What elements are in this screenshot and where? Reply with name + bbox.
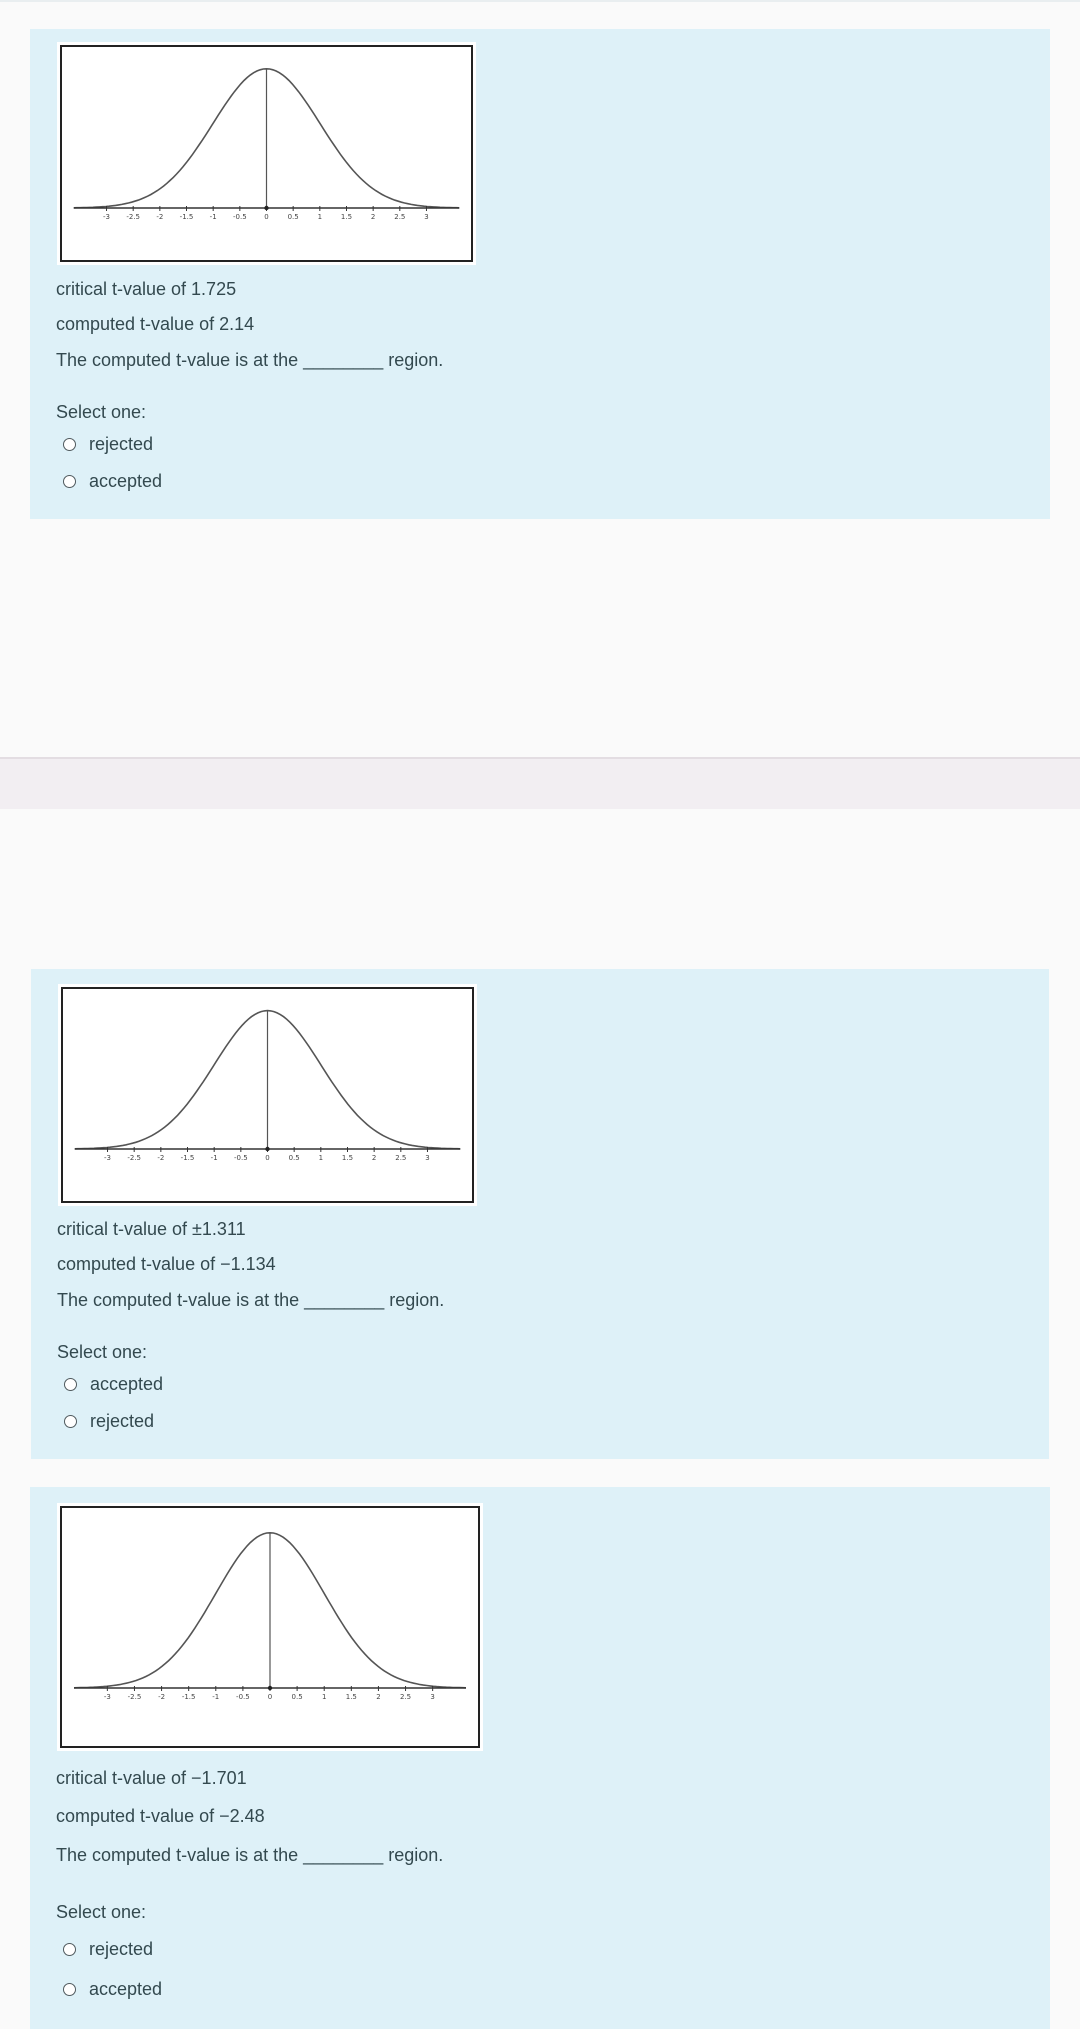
mean-point: [264, 206, 268, 210]
tick-label: -2: [157, 1154, 165, 1162]
mean-point: [268, 1686, 272, 1690]
t-distribution-image: [57, 1503, 483, 1751]
tick-label: 0: [265, 1154, 270, 1162]
tick-label: -1: [209, 213, 217, 221]
tick-label: 2.5: [399, 1693, 412, 1701]
tick-label: 1: [318, 1154, 324, 1162]
select-one-label: Select one:: [56, 402, 147, 422]
tick-label: -1.5: [179, 213, 194, 221]
tick-label: -3: [104, 1154, 112, 1162]
tick-label: 1.5: [345, 1693, 357, 1701]
option-rejected[interactable]: [63, 431, 153, 457]
tick-label: -1: [212, 1693, 220, 1701]
option-label: rejected: [89, 434, 154, 454]
tick-label: 0: [264, 213, 269, 221]
critical-value-text: critical t-value of 1.725: [56, 279, 237, 299]
tick-label: 2.5: [395, 1154, 407, 1162]
question-card-3: [30, 1487, 1050, 2029]
tick-label: -2: [156, 213, 164, 221]
computed-value-text: computed t-value of −1.134: [57, 1254, 276, 1274]
tick-label: 2: [370, 213, 376, 221]
t-distribution-image: [57, 42, 476, 265]
option-rejected[interactable]: [63, 1936, 153, 1962]
option-accepted[interactable]: [63, 468, 162, 494]
tick-label: -1.5: [180, 1154, 195, 1162]
computed-value-text: computed t-value of 2.14: [56, 314, 255, 334]
top-divider: [0, 0, 1080, 2]
tick-label: -2.5: [127, 1693, 142, 1701]
tick-label: -2.5: [127, 1154, 142, 1162]
question-prompt: The computed t-value is at the ________ region.: [56, 1845, 444, 1865]
radio-button[interactable]: [64, 1378, 77, 1391]
tick-label: 0: [267, 1693, 273, 1701]
tick-label: 0.5: [288, 1154, 300, 1162]
option-label: accepted: [89, 471, 163, 491]
question-card-2: [31, 969, 1049, 1459]
tick-label: 0.5: [287, 213, 299, 221]
tick-label: -2.5: [126, 213, 141, 221]
mean-point: [265, 1147, 269, 1151]
tick-label: 0.5: [291, 1693, 303, 1701]
question-prompt: The computed t-value is at the ________ region.: [56, 350, 444, 370]
tick-label: -0.5: [234, 1154, 248, 1162]
tick-label: -3: [103, 213, 111, 221]
select-one-label: Select one:: [57, 1342, 148, 1362]
tick-label: -3: [103, 1693, 111, 1701]
option-accepted[interactable]: [63, 1976, 162, 2002]
option-label: accepted: [90, 1374, 164, 1394]
question-card-1: [30, 29, 1050, 519]
tick-label: 2: [371, 1154, 377, 1162]
radio-button[interactable]: [63, 438, 76, 451]
option-label: rejected: [90, 1411, 155, 1431]
tick-label: -1: [210, 1154, 218, 1162]
option-label: accepted: [89, 1979, 163, 1999]
tick-label: 2.5: [394, 213, 406, 221]
tick-label: -2: [158, 1693, 166, 1701]
option-label: rejected: [89, 1939, 154, 1959]
tick-label: 1.5: [340, 213, 353, 221]
tick-label: -0.5: [233, 213, 247, 221]
tick-label: 2: [376, 1693, 381, 1701]
computed-value-text: computed t-value of −2.48: [56, 1806, 265, 1826]
tick-label: 1: [317, 213, 323, 221]
critical-value-text: critical t-value of −1.701: [56, 1768, 247, 1788]
t-distribution-image: [58, 984, 477, 1206]
question-prompt: The computed t-value is at the ________ region.: [57, 1290, 445, 1310]
tick-label: 3: [425, 1154, 430, 1162]
tick-label: -0.5: [236, 1693, 250, 1701]
tick-label: 3: [430, 1693, 435, 1701]
radio-button[interactable]: [64, 1415, 77, 1428]
option-accepted[interactable]: [64, 1371, 163, 1397]
radio-button[interactable]: [63, 1943, 76, 1956]
page-separator: [0, 757, 1080, 809]
radio-button[interactable]: [63, 475, 76, 488]
option-rejected[interactable]: [64, 1408, 154, 1434]
radio-button[interactable]: [63, 1983, 76, 1996]
select-one-label: Select one:: [56, 1902, 147, 1922]
tick-label: 1.5: [341, 1154, 354, 1162]
critical-value-text: critical t-value of ±1.311: [57, 1219, 246, 1239]
tick-label: 1: [321, 1693, 327, 1701]
tick-label: 3: [424, 213, 429, 221]
tick-label: -1.5: [181, 1693, 196, 1701]
